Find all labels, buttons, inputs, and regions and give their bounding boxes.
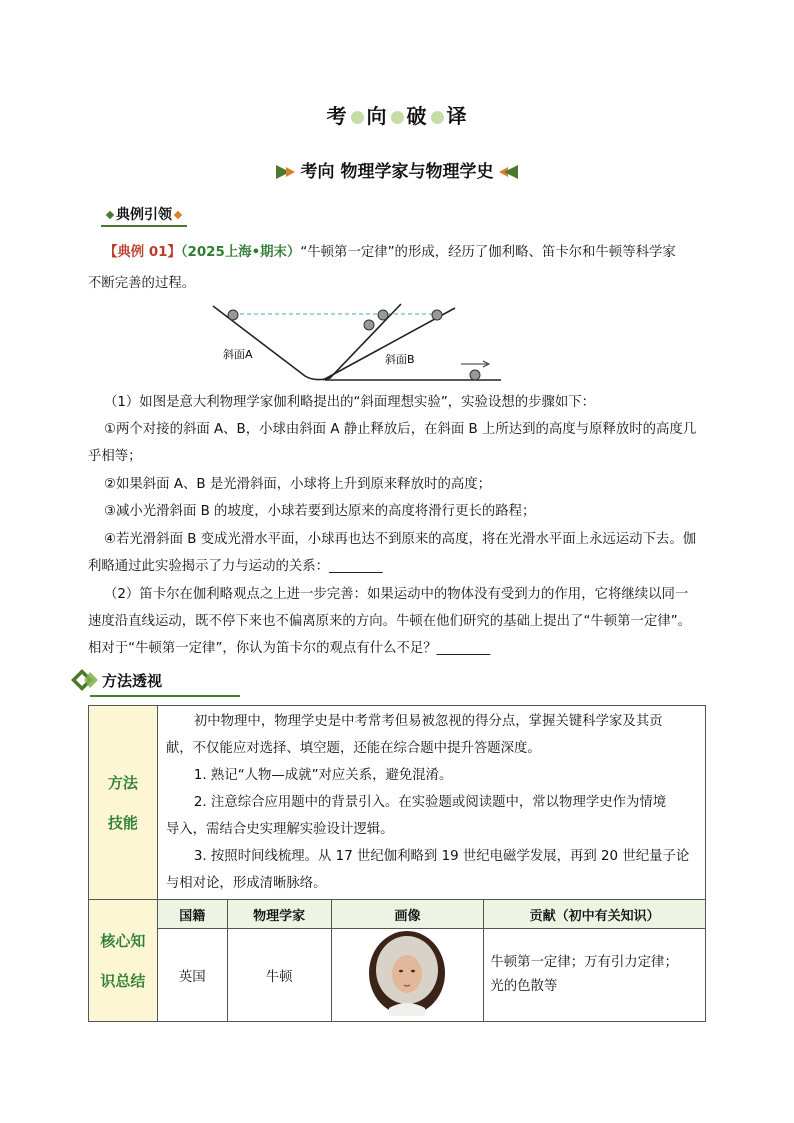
section-method-heading [70, 668, 260, 698]
step-4-cont: 利略通过此实验揭示了力与运动的关系：________ [88, 559, 383, 574]
core-label-line: 识总结 [100, 971, 146, 990]
dot-icon [351, 111, 364, 124]
step-3: ③减小光滑斜面 B 的坡度，小球若要到达原来的高度将滑行更长的路程； [104, 504, 536, 519]
cell-country: 英国 [157, 929, 227, 1022]
core-header-row [89, 900, 706, 929]
triangle-left-icon [504, 165, 518, 179]
method-row [89, 706, 706, 900]
dot-icon [391, 111, 404, 124]
title-char: 向 [366, 104, 388, 128]
ball-start [228, 310, 238, 320]
header-scientist: 物理学家 [227, 900, 331, 929]
example-intro-text: “牛顿第一定律”的形成，经历了伽利略、笛卡尔和牛顿等科学家 [300, 245, 676, 260]
contribution-line: 牛顿第一定律；万有引力定律； [490, 955, 678, 970]
label-incline-a: 斜面A [223, 348, 253, 361]
contribution-line: 光的色散等 [490, 979, 558, 994]
header-portrait: 画像 [331, 900, 484, 929]
method-line: 1. 熟记“人物—成就”对应关系，避免混淆。 [193, 768, 453, 783]
diamond-badge-icon [70, 668, 100, 692]
method-line: 献，不仅能应对选择、填空题，还能在综合题中提升答题深度。 [165, 741, 541, 756]
section-underline [101, 225, 187, 227]
header-country: 国籍 [157, 900, 227, 929]
method-line: 2. 注意综合应用题中的背景引入。在实验题或阅读题中，常以物理学史作为情境 [193, 795, 667, 810]
ball-horizontal [470, 370, 480, 380]
question-1: （1）如图是意大利物理学家伽利略提出的“斜面理想实验”，实验设想的步骤如下： [104, 395, 596, 410]
core-label-line: 核心知 [100, 931, 146, 950]
method-line: 3. 按照时间线梳理。从 17 世纪伽利略到 19 世纪电磁学发展，再到 20 世纪量子论 [193, 849, 690, 864]
core-label-cell [89, 900, 158, 1022]
cell-contribution [484, 929, 706, 1022]
example-intro-line: 不断完善的过程。 [88, 276, 196, 291]
method-line: 与相对论，形成清晰脉络。 [165, 876, 327, 891]
question-2-cont: 速度沿直线运动，既不停下来也不偏离原来的方向。牛顿在他们研究的基础上提出了“牛顿第一定律”。 [88, 614, 692, 629]
cell-scientist: 牛顿 [227, 929, 331, 1022]
method-content-cell [157, 706, 705, 900]
question-2-cont: 相对于“牛顿第一定律”，你认为笛卡尔的观点有什么不足？________ [88, 641, 491, 656]
example-tag: 【典例 01】 [104, 245, 181, 260]
step-1-cont: 乎相等； [88, 449, 142, 464]
topic-heading-text: 考向 物理学家与物理学史 [300, 162, 494, 182]
section-underline [90, 695, 240, 697]
section-example-heading [104, 204, 184, 224]
section-method-label: 方法透视 [102, 672, 163, 690]
triangle-right-small-icon [286, 167, 295, 177]
method-label-line: 技能 [107, 813, 138, 832]
ball-gentle [432, 310, 442, 320]
header-contribution: 贡献（初中有关知识） [484, 900, 706, 929]
question-2: （2）笛卡尔在伽利略观点之上进一步完善：如果运动中的物体没有受到力的作用，它将继续以同一 [104, 587, 689, 602]
diamond-icon [174, 211, 182, 219]
incline-a-and-steep-b [213, 304, 401, 380]
page-title [0, 100, 794, 129]
example-intro-line [104, 239, 676, 266]
step-1: ①两个对接的斜面 A、B，小球由斜面 A 静止释放后，在斜面 B 上所达到的高度与原释放时的高度几 [104, 422, 697, 437]
example-source: （2025上海•期末） [180, 245, 301, 260]
method-label-cell [89, 706, 158, 900]
title-char: 考 [326, 104, 348, 128]
newton-portrait [367, 930, 447, 1016]
label-incline-b: 斜面B [385, 353, 415, 366]
step-2: ②如果斜面 A、B 是光滑斜面，小球将上升到原来释放时的高度； [104, 477, 492, 492]
title-char: 破 [406, 104, 428, 128]
cell-portrait [331, 929, 484, 1022]
section-example-label: 典例引领 [116, 207, 172, 223]
incline-figure [205, 296, 505, 386]
dot-icon [431, 111, 444, 124]
ball-steep [378, 310, 388, 320]
method-label-line: 方法 [107, 773, 138, 792]
topic-heading [0, 157, 794, 182]
step-4: ④若光滑斜面 B 变成光滑水平面，小球再也达不到原来的高度，将在光滑水平面上永远运动下去。伽 [104, 532, 697, 547]
ball-mid [364, 320, 374, 330]
method-line: 初中物理中，物理学史是中考常考但易被忽视的得分点，掌握关键科学家及其贡 [193, 714, 663, 729]
title-char: 译 [446, 104, 468, 128]
method-line: 导入，需结合史实理解实验设计逻辑。 [165, 822, 394, 837]
table-row [89, 929, 706, 1022]
diamond-icon [106, 211, 114, 219]
method-table [88, 705, 706, 1022]
